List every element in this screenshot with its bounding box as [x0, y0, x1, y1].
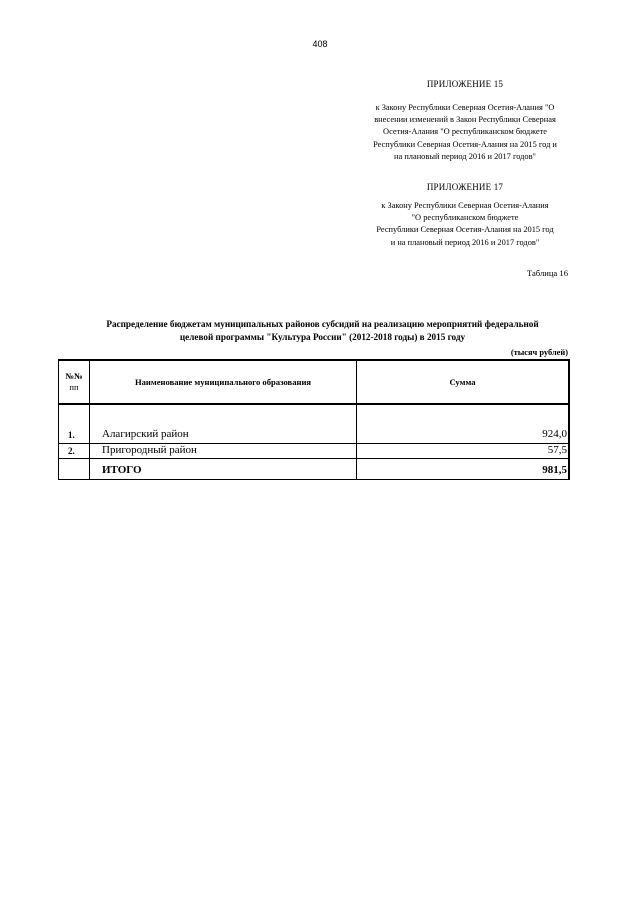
annex-15-title: ПРИЛОЖЕНИЕ 15 — [426, 79, 504, 89]
header-divider — [58, 403, 569, 405]
annex-15-line: внесении изменений в Закон Республики Северная — [374, 115, 556, 125]
row-name: Пригородный район — [102, 444, 197, 456]
row-divider — [58, 458, 569, 459]
row-sum: 924,0 — [542, 428, 567, 440]
annex-15-line: Осетия-Алания "О республиканском бюджете — [383, 127, 547, 137]
annex-15-line: Республики Северная Осетия-Алания на 2015 год и — [373, 139, 557, 149]
header-number-line1: №№ — [65, 371, 83, 381]
document-title-line: Распределение бюджетам муниципальных районов субсидий на реализацию мероприятий федеральной — [106, 319, 539, 329]
row-name: Алагирский район — [102, 428, 189, 440]
annex-17-line: "О республиканском бюджете — [411, 213, 519, 223]
table-border-bottom — [58, 479, 569, 480]
annex-17-line: к Закону Республики Северная Осетия-Алания — [381, 201, 549, 210]
document-title — [40, 318, 605, 343]
annex-17-title: ПРИЛОЖЕНИЕ 17 — [426, 182, 504, 192]
total-sum: 981,5 — [542, 464, 567, 476]
units-note: (тысяч рублей) — [510, 348, 568, 357]
header-sum: Сумма — [449, 377, 476, 387]
document-title-line: целевой программы "Культура России" (2012-2018 годы) в 2015 году — [179, 331, 466, 342]
row-number: 2. — [68, 446, 75, 456]
total-label: ИТОГО — [102, 464, 142, 476]
page-number: 408 — [312, 39, 328, 49]
table-border-top — [58, 359, 569, 361]
subsidy-table — [58, 359, 569, 480]
header-number — [59, 371, 89, 393]
annex-15-line: на плановый период 2016 и 2017 годов" — [394, 151, 536, 161]
table-border-right — [568, 359, 570, 480]
row-sum: 57,5 — [547, 444, 567, 456]
header-name: Наименование муниципального образования — [134, 377, 312, 387]
row-number: 1. — [68, 430, 75, 440]
header-number-line2: пп — [69, 382, 79, 392]
table-label: Таблица 16 — [526, 268, 568, 278]
annex-17-text — [345, 200, 585, 249]
annex-15-text — [345, 102, 585, 163]
annex-15-line: к Закону Республики Северная Осетия-Алания "О — [375, 103, 555, 112]
annex-17-line: и на плановый период 2016 и 2017 годов" — [390, 237, 540, 247]
annex-17-line: Республики Северная Осетия-Алания на 2015 год — [376, 225, 554, 235]
